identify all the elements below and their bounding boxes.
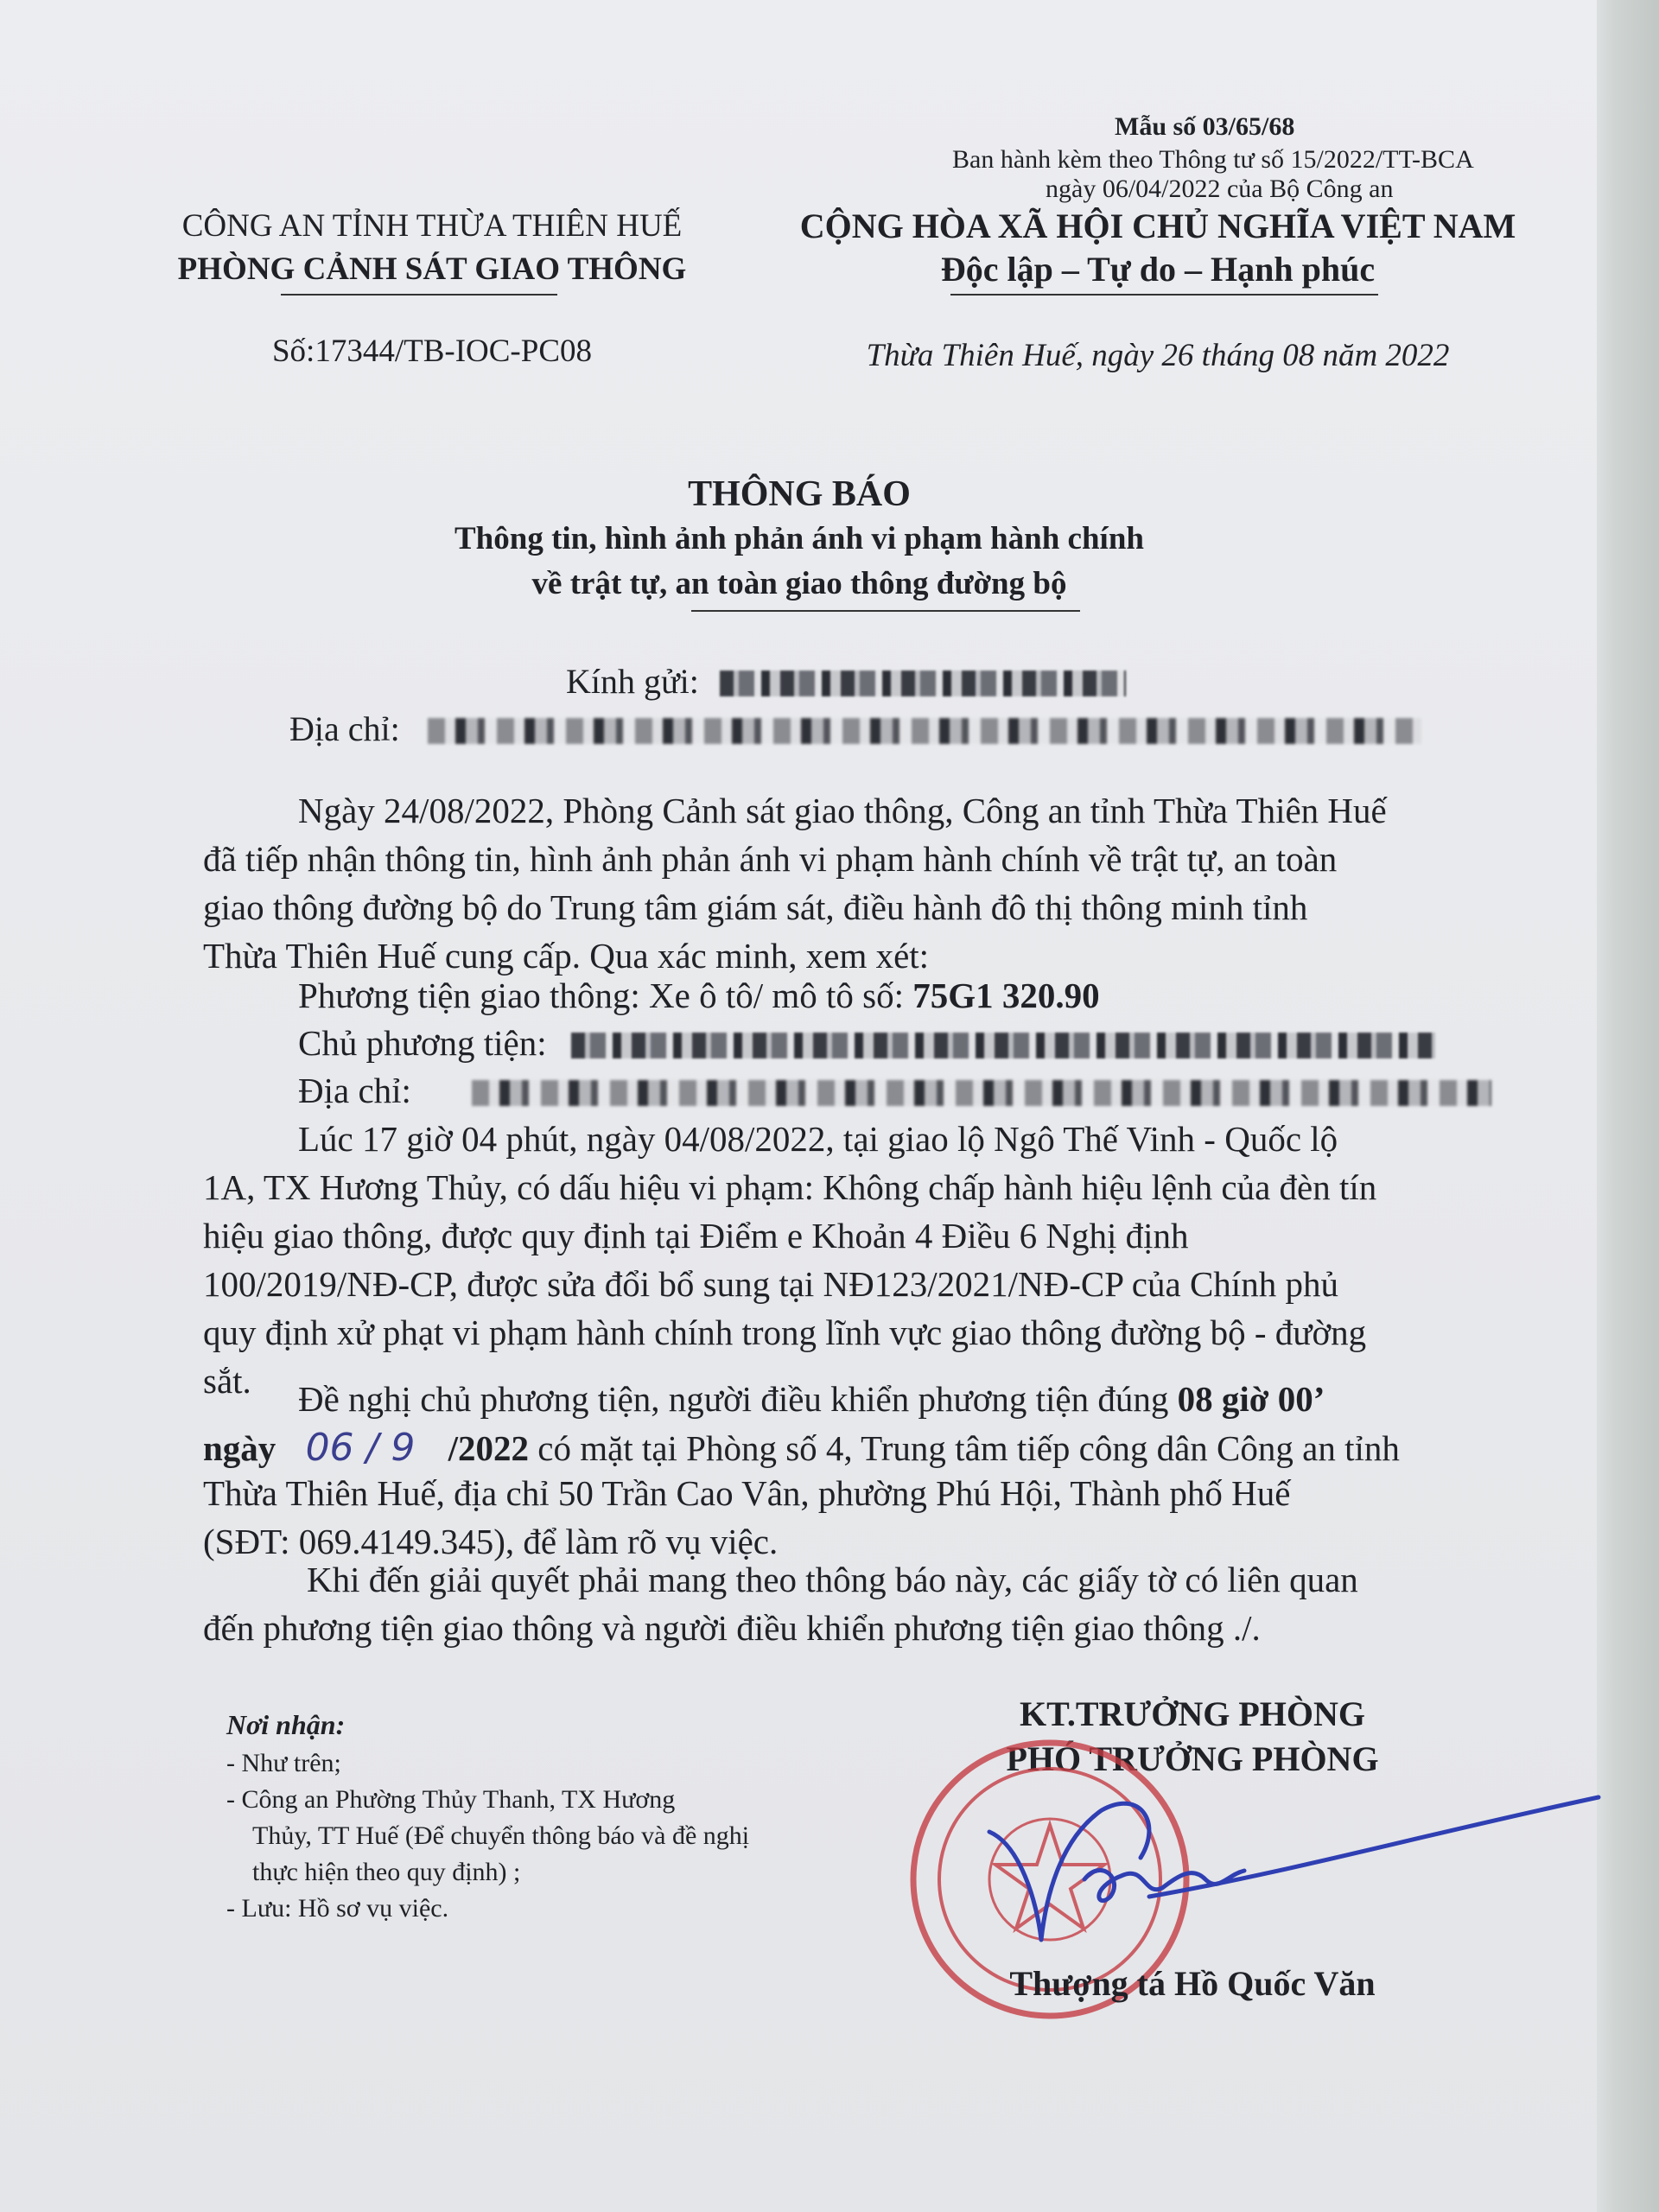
appointment-year: /2022 (448, 1428, 529, 1468)
paragraph-line: sắt. (203, 1361, 251, 1401)
redacted-owner-name (571, 1033, 1435, 1058)
recipient-to-label: Kính gửi: (566, 662, 699, 701)
form-number: Mẫu số 03/65/68 (1115, 112, 1295, 141)
motto-underline (950, 294, 1378, 296)
paragraph-documents (203, 1555, 1525, 1652)
redacted-recipient-name (720, 671, 1126, 696)
paragraph-request-line2 (203, 1426, 1400, 1470)
paragraph-line: quy định xử phạt vi phạm hành chính trong lĩnh vực giao thông đường bộ - đường (203, 1313, 1367, 1352)
document-number: Số:17344/TB-IOC-PC08 (271, 334, 593, 369)
receivers-list (226, 1745, 749, 1927)
receiver-item: thực hiện theo quy định) ; (252, 1858, 521, 1886)
owner-address-line (298, 1070, 1491, 1111)
recipient-to-line (566, 661, 1126, 702)
paragraph-line: Khi đến giải quyết phải mang theo thông báo này, các giấy tờ có liên quan (307, 1560, 1358, 1599)
notice-title: THÔNG BÁO (688, 474, 911, 514)
paragraph-line: Thừa Thiên Huế, địa chỉ 50 Trần Cao Vân, phường Phú Hội, Thành phố Huế (203, 1473, 1291, 1513)
notice-subtitle-line1: Thông tin, hình ảnh phản ánh vi phạm hành chính (454, 521, 1144, 556)
handwritten-appointment-date: 06 / 9 (305, 1426, 416, 1470)
paragraph-request-rest (203, 1469, 1521, 1566)
paragraph-line: Lúc 17 giờ 04 phút, ngày 04/08/2022, tại giao lộ Ngô Thế Vinh - Quốc lộ (298, 1119, 1338, 1159)
national-motto: Độc lập – Tự do – Hạnh phúc (940, 250, 1376, 289)
department-name: PHÒNG CẢNH SÁT GIAO THÔNG (177, 251, 687, 287)
owner-line (298, 1022, 1435, 1064)
paragraph-line: Thừa Thiên Huế cung cấp. Qua xác minh, xem xét: (203, 936, 930, 976)
signature-on-behalf: KT.TRƯỞNG PHÒNG (1020, 1694, 1365, 1733)
owner-address-label: Địa chỉ: (298, 1071, 411, 1110)
place-and-date: Thừa Thiên Huế, ngày 26 tháng 08 năm 2022 (866, 338, 1450, 373)
receiver-item: Thủy, TT Huế (Để chuyển thông báo và đề nghị (252, 1821, 750, 1850)
department-underline (281, 294, 557, 296)
recipient-address-line (289, 709, 1421, 749)
appointment-time: 08 giờ 00’ (1177, 1379, 1325, 1419)
signer-name: Thượng tá Hồ Quốc Văn (1009, 1964, 1376, 2003)
recipient-address-label: Địa chỉ: (289, 709, 400, 748)
title-underline (691, 610, 1080, 612)
paragraph-line: giao thông đường bộ do Trung tâm giám sát, điều hành đô thị thông minh tỉnh (203, 887, 1308, 927)
paragraph-line: (SĐT: 069.4149.345), để làm rõ vụ việc. (203, 1522, 779, 1561)
form-issued-date: ngày 06/04/2022 của Bộ Công an (1046, 175, 1394, 203)
paragraph-line: 1A, TX Hương Thủy, có dấu hiệu vi phạm: Không chấp hành hiệu lệnh của đèn tín (203, 1167, 1377, 1207)
notice-subtitle-line2: về trật tự, an toàn giao thông đường bộ (531, 566, 1067, 601)
receiver-item: - Lưu: Hồ sơ vụ việc. (226, 1894, 449, 1923)
background-surface (1597, 0, 1659, 2212)
paragraph-line: đến phương tiện giao thông và người điều khiển phương tiện giao thông ./. (203, 1608, 1261, 1648)
owner-label: Chủ phương tiện: (298, 1023, 547, 1063)
redacted-owner-address (472, 1080, 1491, 1106)
paragraph-request-line1 (298, 1378, 1325, 1420)
paragraph-line: đã tiếp nhận thông tin, hình ảnh phản ánh vi phạm hành chính về trật tự, an toàn (203, 839, 1338, 879)
vehicle-label: Phương tiện giao thông: Xe ô tô/ mô tô số: (298, 976, 905, 1015)
vehicle-line (298, 975, 1100, 1016)
paragraph-line: 100/2019/NĐ-CP, được sửa đổi bổ sung tại NĐ123/2021/NĐ-CP của Chính phủ (203, 1264, 1338, 1304)
appointment-location: có mặt tại Phòng số 4, Trung tâm tiếp công dân Công an tỉnh (537, 1428, 1400, 1468)
receivers-label: Nơi nhận: (226, 1709, 346, 1740)
receiver-item: - Công an Phường Thủy Thanh, TX Hương (226, 1785, 676, 1814)
paragraph-line: hiệu giao thông, được quy định tại Điểm e Khoản 4 Điều 6 Nghị định (203, 1216, 1189, 1255)
receiver-item: - Như trên; (226, 1749, 341, 1777)
agency-name: CÔNG AN TỈNH THỪA THIÊN HUẾ (181, 208, 683, 244)
appointment-day-label: ngày (203, 1428, 276, 1468)
paragraph-line: Ngày 24/08/2022, Phòng Cảnh sát giao thông, Công an tỉnh Thừa Thiên Huế (298, 791, 1387, 830)
signature-position: PHÓ TRƯỞNG PHÒNG (1006, 1739, 1379, 1778)
paragraph-receipt (203, 786, 1516, 980)
form-issued-with: Ban hành kèm theo Thông tư số 15/2022/TT-BCA (952, 145, 1474, 174)
vehicle-plate: 75G1 320.90 (912, 976, 1100, 1015)
nation-name: CỘNG HÒA XÃ HỘI CHỦ NGHĨA VIỆT NAM (799, 207, 1516, 245)
request-text: Đề nghị chủ phương tiện, người điều khiển phương tiện đúng (298, 1379, 1169, 1419)
redacted-recipient-address (428, 718, 1421, 744)
paragraph-violation (203, 1115, 1521, 1405)
